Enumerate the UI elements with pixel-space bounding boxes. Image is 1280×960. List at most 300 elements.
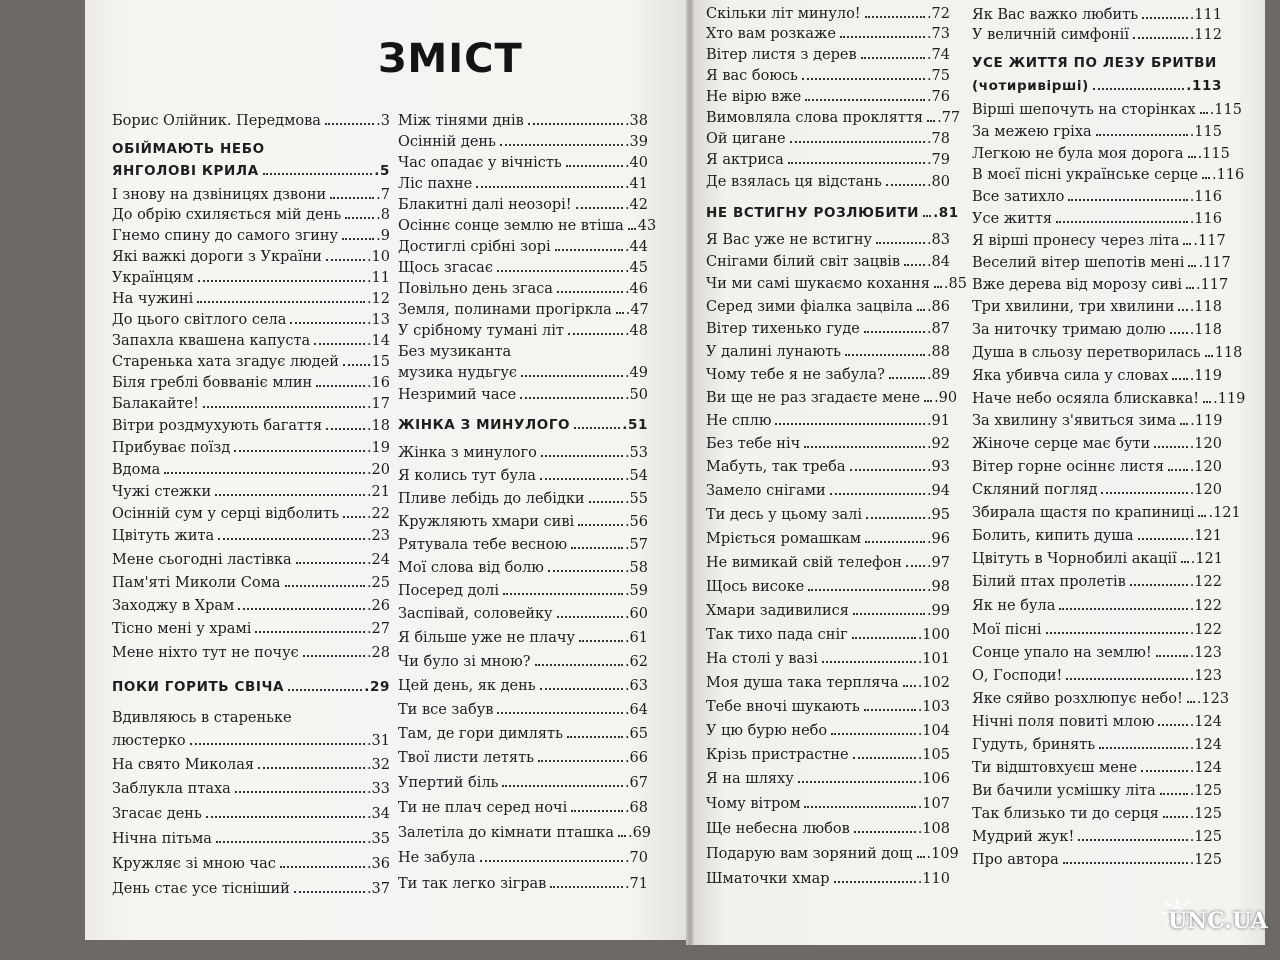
dot-leader	[805, 99, 925, 101]
toc-entry-page: .122	[1189, 574, 1222, 590]
dot-leader	[190, 743, 365, 745]
toc-entry-title: Кружляє зі мною час	[112, 856, 276, 872]
toc-entry-title: Заходжу в Храм	[112, 598, 235, 614]
dot-leader	[294, 891, 365, 893]
toc-entry-title: Повільно день згаса	[398, 281, 553, 297]
toc-entry-page: .5	[374, 163, 390, 179]
toc-entry	[112, 312, 390, 329]
toc-entry	[972, 459, 1222, 476]
dot-leader	[1130, 584, 1188, 586]
dot-leader	[1138, 538, 1188, 540]
toc-entry	[972, 505, 1241, 522]
toc-entry-page: .124	[1189, 737, 1222, 753]
dot-leader	[503, 593, 623, 595]
toc-entry	[112, 396, 390, 413]
toc-entry-page: .98	[926, 579, 950, 595]
toc-entry	[112, 528, 390, 545]
toc-entry	[398, 365, 648, 382]
toc-entry-page: .7	[376, 187, 390, 203]
dot-leader	[541, 455, 623, 457]
toc-entry-page: .89	[926, 367, 950, 383]
dot-leader	[1158, 724, 1187, 726]
toc-entry-title: На столі у вазі	[706, 651, 818, 667]
toc-entry	[706, 651, 950, 668]
dot-leader	[924, 400, 932, 402]
toc-entry-title: Де взялась ця відстань	[706, 174, 882, 190]
toc-entry-title: Ти відштовхуєш мене	[972, 760, 1138, 776]
dot-leader	[568, 333, 623, 335]
toc-entry	[398, 850, 648, 867]
toc-entry-title: Я актриса	[706, 152, 784, 168]
dot-leader	[502, 785, 622, 787]
dot-leader	[235, 791, 365, 793]
dot-leader	[1066, 678, 1187, 680]
toc-entry-title: Без музиканта	[398, 344, 512, 360]
toc-section-heading	[972, 78, 1222, 95]
toc-entry	[112, 710, 390, 727]
dot-leader	[314, 343, 365, 345]
toc-entry-page: .116	[1211, 167, 1245, 183]
toc-entry-title: Чужі стежки	[112, 484, 212, 500]
toc-entry-page: .3	[376, 113, 390, 129]
dot-leader	[834, 881, 916, 883]
toc-entry	[706, 723, 950, 740]
toc-entry-page: .104	[917, 723, 950, 739]
toc-entry-title: Вітри роздмухують багаття	[112, 418, 323, 434]
toc-entry	[112, 645, 390, 662]
toc-entry	[706, 747, 950, 764]
toc-entry-page: .31	[366, 733, 390, 749]
toc-entry-title: Пам'яті Миколи Сома	[112, 575, 281, 591]
toc-entry-title: Тісно мені у храмі	[112, 621, 252, 637]
toc-entry-page: .61	[624, 630, 648, 646]
dot-leader	[206, 816, 365, 818]
toc-entry	[972, 551, 1222, 568]
dot-leader	[528, 123, 623, 125]
dot-leader	[788, 162, 925, 164]
toc-entry-page: .122	[1189, 598, 1222, 614]
dot-leader	[1056, 221, 1188, 223]
dot-leader	[864, 331, 925, 333]
toc-entry-title: Вимовляла слова прокляття	[706, 110, 924, 126]
toc-entry-title: До цього світлого села	[112, 312, 287, 328]
dot-leader	[1183, 243, 1191, 245]
toc-entry-title: Моя душа така терпляча	[706, 675, 899, 691]
dot-leader	[255, 631, 365, 633]
dot-leader	[886, 184, 925, 186]
toc-entry-page: .117	[1198, 255, 1231, 271]
dot-leader	[164, 472, 365, 474]
dot-leader	[775, 423, 924, 425]
dot-leader	[798, 781, 916, 783]
dot-leader	[1186, 287, 1194, 289]
toc-entry-page: .8	[376, 207, 390, 223]
toc-entry-page: .56	[624, 514, 648, 530]
toc-entry-title: ПОКИ ГОРИТЬ СВІЧА	[112, 679, 285, 695]
dot-leader	[574, 427, 620, 429]
toc-entry-title: Як Вас важко любить	[972, 7, 1139, 23]
toc-entry-page: .65	[624, 726, 648, 742]
toc-entry-title: Ти не плач серед ночі	[398, 800, 568, 816]
toc-entry-page: .58	[624, 560, 648, 576]
toc-entry-title: Снігами білий світ зацвів	[706, 254, 901, 270]
dot-leader	[566, 165, 623, 167]
toc-entry-title: Серед зими фіалка зацвіла	[706, 299, 913, 315]
toc-entry	[972, 806, 1222, 823]
toc-entry	[706, 459, 950, 476]
dot-leader	[500, 144, 623, 146]
toc-entry-page: .9	[376, 228, 390, 244]
toc-entry	[706, 771, 950, 788]
toc-entry	[972, 322, 1222, 339]
toc-entry-page: .47	[625, 302, 649, 318]
dot-leader	[476, 186, 623, 188]
toc-entry-title: Ви ще не раз згадаєте мене	[706, 390, 921, 406]
toc-entry-title: Як не була	[972, 598, 1056, 614]
toc-entry-page: .91	[926, 413, 950, 429]
toc-entry-page: .50	[624, 387, 648, 403]
toc-entry-page: .87	[926, 321, 950, 337]
dot-leader	[520, 397, 623, 399]
toc-entry-title: Цей день, як день	[398, 678, 536, 694]
toc-entry-page: .20	[366, 462, 390, 478]
toc-entry	[112, 187, 390, 204]
dot-leader	[215, 494, 365, 496]
toc-entry	[706, 131, 950, 148]
toc-entry-page: .123	[1189, 668, 1222, 684]
toc-entry-page: .85	[943, 276, 967, 292]
toc-entry	[398, 654, 648, 671]
toc-entry	[706, 110, 961, 127]
dot-leader	[822, 661, 916, 663]
dot-leader	[1093, 88, 1184, 90]
toc-entry	[112, 462, 390, 479]
toc-entry-title: Гудуть, бринять	[972, 737, 1096, 753]
toc-entry-title: Чому вітром	[706, 796, 801, 812]
toc-entry-title: Я Вас уже не встигну	[706, 232, 873, 248]
dot-leader	[1078, 839, 1187, 841]
toc-entry-page: .92	[926, 436, 950, 452]
toc-entry	[706, 6, 950, 23]
toc-entry	[398, 491, 648, 508]
toc-entry-title: Скільки літ минуло!	[706, 6, 861, 22]
toc-entry-page: .120	[1189, 459, 1222, 475]
toc-entry	[972, 102, 1242, 119]
toc-entry-title: Скляний погляд	[972, 482, 1098, 498]
toc-entry-page: .79	[926, 152, 950, 168]
toc-entry-page: .24	[366, 552, 390, 568]
dot-leader	[578, 524, 623, 526]
dot-leader	[1168, 469, 1188, 471]
toc-entry	[706, 699, 950, 716]
toc-entry-title: Які важкі дороги з України	[112, 249, 322, 265]
toc-entry-page: .95	[926, 507, 950, 523]
toc-entry-page: .34	[366, 806, 390, 822]
dot-leader	[850, 469, 925, 471]
toc-entry-page: .119	[1213, 391, 1246, 407]
toc-entry	[972, 737, 1222, 754]
dot-leader	[521, 375, 623, 377]
toc-entry-page: .122	[1189, 622, 1222, 638]
toc-entry-title: Час опадає у вічність	[398, 155, 562, 171]
toc-entry	[398, 281, 648, 298]
toc-entry	[398, 445, 648, 462]
toc-entry-title: Вітер горне осіннє листя	[972, 459, 1164, 475]
dot-leader	[571, 810, 623, 812]
toc-entry	[398, 800, 648, 817]
toc-entry	[398, 197, 648, 214]
toc-entry-title: Прибуває поїзд	[112, 440, 231, 456]
toc-entry-page: .100	[917, 627, 950, 643]
toc-entry-page: .19	[366, 440, 390, 456]
dot-leader	[1188, 265, 1196, 267]
toc-section-heading	[112, 141, 390, 158]
toc-entry-title: Так тихо пада сніг	[706, 627, 848, 643]
toc-entry	[112, 354, 390, 371]
toc-entry-title: У величній симфонії	[972, 27, 1129, 43]
toc-entry-title: У срібному тумані літ	[398, 323, 564, 339]
toc-entry-page: .35	[366, 831, 390, 847]
dot-leader	[1163, 816, 1188, 818]
toc-entry	[972, 299, 1222, 316]
dot-leader	[864, 709, 916, 711]
toc-entry	[112, 249, 390, 266]
dot-leader	[557, 291, 623, 293]
toc-entry-title: Я вас боюсь	[706, 68, 798, 84]
toc-entry-title: Я колись тут була	[398, 468, 536, 484]
toc-entry	[972, 255, 1231, 272]
dot-leader	[917, 856, 925, 858]
toc-entry-page: .21	[366, 484, 390, 500]
toc-entry-title: Незримий часе	[398, 387, 517, 403]
toc-entry	[706, 232, 950, 249]
toc-entry-title: Болить, кипить душа	[972, 528, 1134, 544]
dot-leader	[804, 446, 925, 448]
dot-leader	[263, 173, 373, 175]
dot-leader	[326, 428, 365, 430]
toc-entry-page: .121	[1189, 528, 1222, 544]
toc-entry-title: Ви бачили усмішку літа	[972, 783, 1156, 799]
toc-entry-title: Жіноче серце має бути	[972, 436, 1151, 452]
toc-entry-page: .101	[917, 651, 950, 667]
toc-entry-title: Нічні поля повиті млою	[972, 714, 1155, 730]
toc-entry	[112, 575, 390, 592]
dot-leader	[1063, 862, 1188, 864]
toc-entry-title: Посеред долі	[398, 583, 499, 599]
dot-leader	[1172, 378, 1187, 380]
toc-entry-page: .73	[926, 26, 950, 42]
toc-entry-title: Щось згасає	[398, 260, 493, 276]
toc-entry-title: Мене сьогодні ластівка	[112, 552, 292, 568]
toc-entry-page: .86	[926, 299, 950, 315]
toc-entry	[398, 218, 657, 235]
toc-entry-page: .39	[624, 134, 648, 150]
dot-leader	[197, 301, 365, 303]
toc-entry-page: .90	[934, 390, 958, 406]
dot-leader	[923, 215, 931, 217]
toc-entry	[972, 852, 1222, 869]
toc-entry-page: .118	[1189, 322, 1222, 338]
toc-entry-title: Без тебе ніч	[706, 436, 801, 452]
toc-entry-title: Про автора	[972, 852, 1059, 868]
toc-entry	[398, 344, 648, 361]
toc-entry-title: Вітер тихенько гуде	[706, 321, 860, 337]
toc-entry-page: .123	[1189, 645, 1222, 661]
toc-entry-page: .99	[926, 603, 950, 619]
dot-leader	[927, 120, 935, 122]
dot-leader	[1203, 401, 1211, 403]
toc-entry-page: .76	[926, 89, 950, 105]
toc-entry-page: .75	[926, 68, 950, 84]
toc-entry	[112, 270, 390, 287]
toc-entry	[706, 89, 950, 106]
dot-leader	[326, 259, 365, 261]
toc-entry	[706, 796, 950, 813]
toc-entry-page: .42	[624, 197, 648, 213]
toc-entry-title: Борис Олійник. Передмова	[112, 113, 321, 129]
toc-entry	[398, 678, 648, 695]
toc-entry	[112, 598, 390, 615]
toc-entry	[972, 233, 1226, 250]
dot-leader	[1156, 655, 1188, 657]
toc-entry-page: .37	[366, 881, 390, 897]
toc-entry-title: За ниточку тримаю долю	[972, 322, 1166, 338]
toc-entry-page: .36	[366, 856, 390, 872]
toc-entry	[398, 825, 652, 842]
toc-entry	[112, 757, 390, 774]
toc-entry	[112, 113, 390, 130]
dot-leader	[889, 377, 925, 379]
toc-entry	[398, 302, 648, 319]
dot-leader	[1141, 770, 1188, 772]
toc-entry-page: .62	[624, 654, 648, 670]
toc-entry-title: ОБІЙМАЮТЬ НЕБО	[112, 141, 265, 157]
toc-entry-title: музика нудьгує	[398, 365, 517, 381]
dot-leader	[808, 589, 925, 591]
toc-entry-title: ЖІНКА З МИНУЛОГО	[398, 417, 571, 433]
toc-entry-page: .53	[624, 445, 648, 461]
toc-entry-page: .57	[624, 537, 648, 553]
toc-entry	[112, 440, 390, 457]
toc-entry-page: .110	[917, 871, 950, 887]
toc-entry-title: Нічна пітьма	[112, 831, 212, 847]
dot-leader	[1101, 492, 1187, 494]
toc-entry	[706, 47, 950, 64]
toc-entry-title: День стає усе тісніший	[112, 881, 290, 897]
toc-entry-page: .28	[366, 645, 390, 661]
dot-leader	[288, 689, 362, 691]
toc-entry-page: .12	[366, 291, 390, 307]
toc-entry	[112, 781, 390, 798]
toc-entry	[398, 876, 648, 893]
toc-entry-title: Рятувала тебе весною	[398, 537, 568, 553]
toc-entry-title: Упертий біль	[398, 775, 499, 791]
toc-entry	[706, 68, 950, 85]
toc-entry	[112, 333, 390, 350]
toc-entry	[972, 189, 1222, 206]
toc-entry-title: Жінка з минулого	[398, 445, 537, 461]
toc-entry	[972, 622, 1222, 639]
dot-leader	[1202, 177, 1210, 179]
toc-entry-page: .108	[917, 821, 950, 837]
toc-entry	[706, 299, 950, 316]
dot-leader	[903, 685, 916, 687]
toc-entry-page: .11	[366, 270, 390, 286]
dot-leader	[1160, 793, 1188, 795]
toc-entry-page: .10	[366, 249, 390, 265]
toc-entry	[972, 146, 1230, 163]
toc-entry-page: .26	[366, 598, 390, 614]
dot-leader	[540, 688, 623, 690]
dot-leader	[876, 242, 925, 244]
dot-leader	[1142, 17, 1188, 19]
toc-entry-page: .117	[1195, 277, 1229, 293]
book-gutter	[686, 0, 694, 945]
toc-entry	[706, 276, 967, 293]
dot-leader	[904, 264, 925, 266]
toc-entry	[398, 702, 648, 719]
dot-leader	[1154, 446, 1188, 448]
toc-entry-page: .105	[917, 747, 950, 763]
toc-entry-title: Вже дерева від морозу сиві	[972, 277, 1182, 293]
toc-entry	[398, 176, 648, 193]
toc-entry-title: Згасає день	[112, 806, 202, 822]
toc-entry-page: .120	[1189, 482, 1222, 498]
toc-entry-title: Старенька хата згадує людей	[112, 354, 339, 370]
dot-leader	[290, 322, 365, 324]
toc-entry	[398, 775, 648, 792]
toc-entry-page: .125	[1189, 806, 1222, 822]
toc-entry	[706, 603, 950, 620]
dot-leader	[216, 841, 365, 843]
toc-entry	[706, 531, 950, 548]
dot-leader	[258, 767, 365, 769]
toc-entry	[972, 27, 1222, 44]
dot-leader	[861, 57, 925, 59]
dot-leader	[865, 541, 925, 543]
dot-leader	[557, 616, 623, 618]
toc-entry-title: (чотиривірші)	[972, 78, 1089, 94]
dot-leader	[616, 312, 624, 314]
watermark: UNC.UA	[1168, 908, 1268, 934]
toc-entry	[706, 627, 950, 644]
toc-entry-page: .125	[1189, 852, 1222, 868]
toc-entry	[112, 831, 390, 848]
toc-section-heading	[972, 55, 1222, 72]
toc-entry	[706, 846, 959, 863]
toc-entry-title: Сонце упало на землю!	[972, 645, 1152, 661]
toc-entry-title: Я на шляху	[706, 771, 794, 787]
toc-entry-page: .107	[917, 796, 950, 812]
toc-entry-title: Між тінями днів	[398, 113, 524, 129]
toc-entry-page: .29	[364, 679, 390, 695]
toc-entry	[972, 645, 1222, 662]
toc-entry-title: Яке сяйво розхлюпує небо!	[972, 691, 1183, 707]
dot-leader	[296, 562, 365, 564]
dot-leader	[1205, 355, 1213, 357]
dot-leader	[1181, 561, 1189, 563]
toc-entry	[398, 260, 648, 277]
toc-entry	[398, 323, 648, 340]
toc-entry-title: Твої листи летять	[398, 750, 534, 766]
toc-entry-page: .46	[624, 281, 648, 297]
toc-entry	[972, 783, 1222, 800]
toc-entry-title: Білий птах пролетів	[972, 574, 1126, 590]
toc-entry	[398, 560, 648, 577]
toc-entry-title: Збирала щастя по крапиниці	[972, 505, 1195, 521]
toc-entry-page: .68	[624, 800, 648, 816]
toc-entry-page: .121	[1208, 505, 1241, 521]
